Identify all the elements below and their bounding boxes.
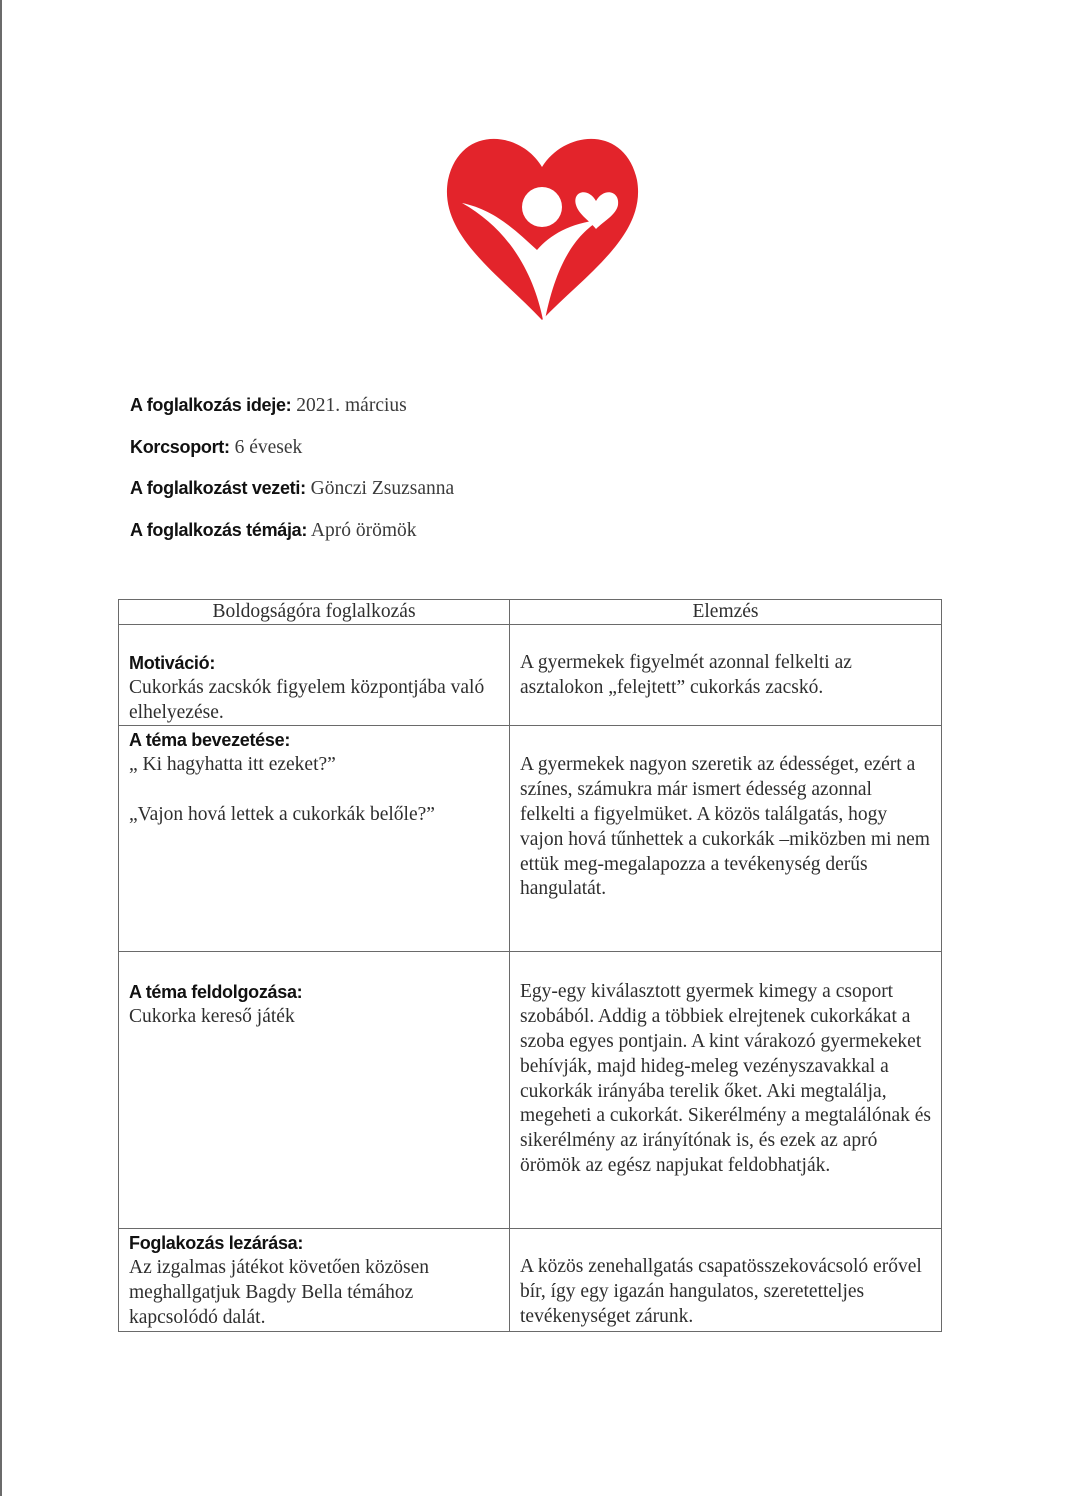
meta-leader: A foglalkozást vezeti: Gönczi Zsuzsanna [130,478,455,499]
analysis-cell: A közös zenehallgatás csapatösszekovácsoló erővel bír, így egy igazán hangulatos, szeretetteljes tevékenységet zárunk. [510,1229,942,1331]
table-row-processing [119,952,942,1229]
meta-age-group: Korcsoport: 6 évesek [130,436,303,458]
column-header-lesson: Boldogságóra foglalkozás [119,600,510,625]
analysis-cell: Egy-egy kiválasztott gyermek kimegy a csoport szobából. Addig a többiek elrejtenek cukorkákat a szoba egyes pontjain. A kint várakozó gyermekeket behívják, majd hideg-meleg vezényszavakkal a cukorkák irányába terelik őket. Aki megtalálja, megeheti a cukorkát. Sikerélmény a megtalálónak és sikerélmény az irányítónak is, és ezek az apró örömök az egész napjukat feldobhatják. [510,952,942,1229]
table-row-closing [119,1229,942,1331]
lesson-plan-table [118,599,942,1332]
lesson-cell: A téma feldolgozása: Cukorka kereső játék [119,952,510,1229]
meta-date: A foglalkozás ideje: 2021. március [130,395,407,416]
meta-topic: A foglalkozás témája: Apró örömök [130,519,417,541]
session-meta [130,392,454,558]
lesson-cell: A téma bevezetése: „ Ki hagyhatta itt ezeket?” „Vajon hová lettek a cukorkák belőle?” [119,726,510,952]
column-header-analysis: Elemzés [510,600,942,625]
heart-with-figure-logo-icon [440,125,645,330]
table-header-row [119,600,942,625]
analysis-cell: A gyermekek figyelmét azonnal felkelti az asztalokon „felejtett” cukorkás zacskó. [510,625,942,726]
analysis-cell: A gyermekek nagyon szeretik az édességet, ezért a színes, számukra már ismert édesség azonnal felkelti a figyelmüket. A közös találgatás, hogy vajon hová tűnhettek a cukorkák –miközben mi nem ettük meg-megalapozza a tevékenység derűs hangulatát. [510,726,942,952]
table-row-motivation [119,625,942,726]
lesson-cell: Motiváció: Cukorkás zacskók figyelem központjába való elhelyezése. [119,625,510,726]
page-edge [0,0,2,1496]
table-row-introduction [119,726,942,952]
lesson-cell: Foglakozás lezárása: Az izgalmas játékot követően közösen meghallgatjuk Bagdy Bella témához kapcsolódó dalát. [119,1229,510,1331]
